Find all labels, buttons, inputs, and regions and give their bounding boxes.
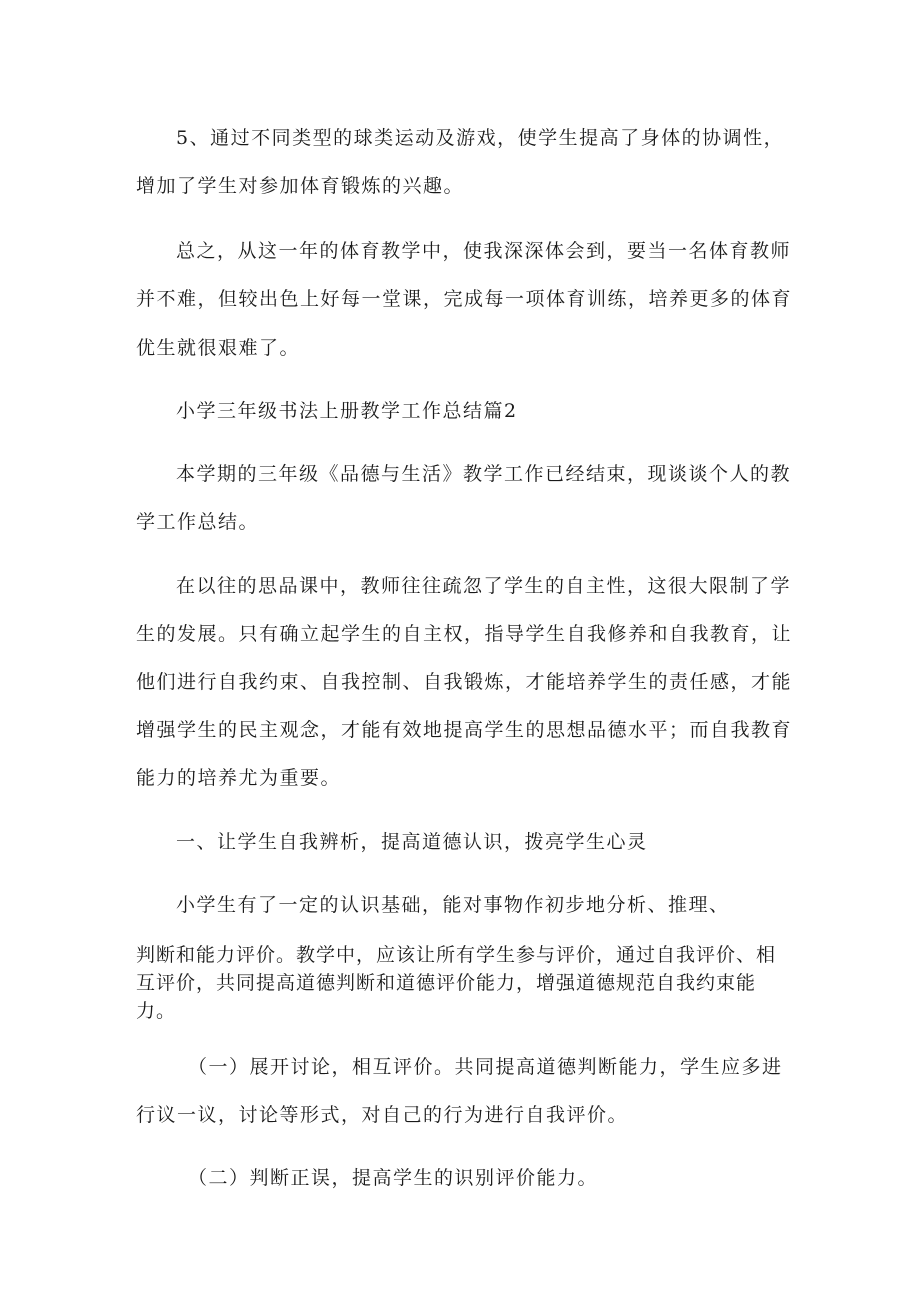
- text-line: 能力的培养尤为重要。: [136, 767, 342, 789]
- text-line: 判断和能力评价。教学中，应该让所有学生参与评价，通过自我评价、相: [136, 944, 777, 966]
- text-line: （二）判断正误，提高学生的识别评价能力。: [188, 1167, 599, 1189]
- text-line: 学工作总结。: [136, 511, 260, 533]
- text-line: 增强学生的民主观念，才能有效地提高学生的思想品德水平；而自我教育: [136, 719, 793, 741]
- text-line: 他们进行自我约束、自我控制、自我锻炼，才能培养学生的责任感，才能: [136, 671, 793, 693]
- text-line: 总之，从这一年的体育教学中，使我深深体会到，要当一名体育教师: [176, 240, 792, 262]
- text-line: 优生就很艰难了。: [136, 337, 301, 359]
- text-line: 在以往的思品课中，教师往往疏忽了学生的自主性，这很大限制了学: [176, 575, 792, 597]
- section-heading: 小学三年级书法上册教学工作总结篇2: [176, 400, 518, 422]
- text-line: 生的发展。只有确立起学生的自主权，指导学生自我修养和自我教育，让: [136, 623, 793, 645]
- text-line: 并不难，但较出色上好每一堂课，完成每一项体育训练，培养更多的体育: [136, 288, 793, 310]
- text-line: 增加了学生对参加体育锻炼的兴趣。: [136, 175, 465, 197]
- text-line: 5、通过不同类型的球类运动及游戏，使学生提高了身体的协调性，: [176, 127, 785, 149]
- section-heading: 一、让学生自我辨析，提高道德认识，拨亮学生心灵: [176, 831, 648, 853]
- text-line: 互评价，共同提高道德判断和道德评价能力，增强道德规范自我约束能: [136, 972, 757, 994]
- text-line: 行议一议，讨论等形式，对自己的行为进行自我评价。: [136, 1104, 629, 1126]
- text-line: 小学生有了一定的认识基础，能对事物作初步地分析、推理、: [176, 894, 730, 916]
- text-line: 本学期的三年级《品德与生活》教学工作已经结束，现谈谈个人的教: [176, 463, 792, 485]
- text-line: （一）展开讨论，相互评价。共同提高道德判断能力，学生应多进: [188, 1056, 783, 1078]
- text-line: 力。: [136, 1000, 177, 1022]
